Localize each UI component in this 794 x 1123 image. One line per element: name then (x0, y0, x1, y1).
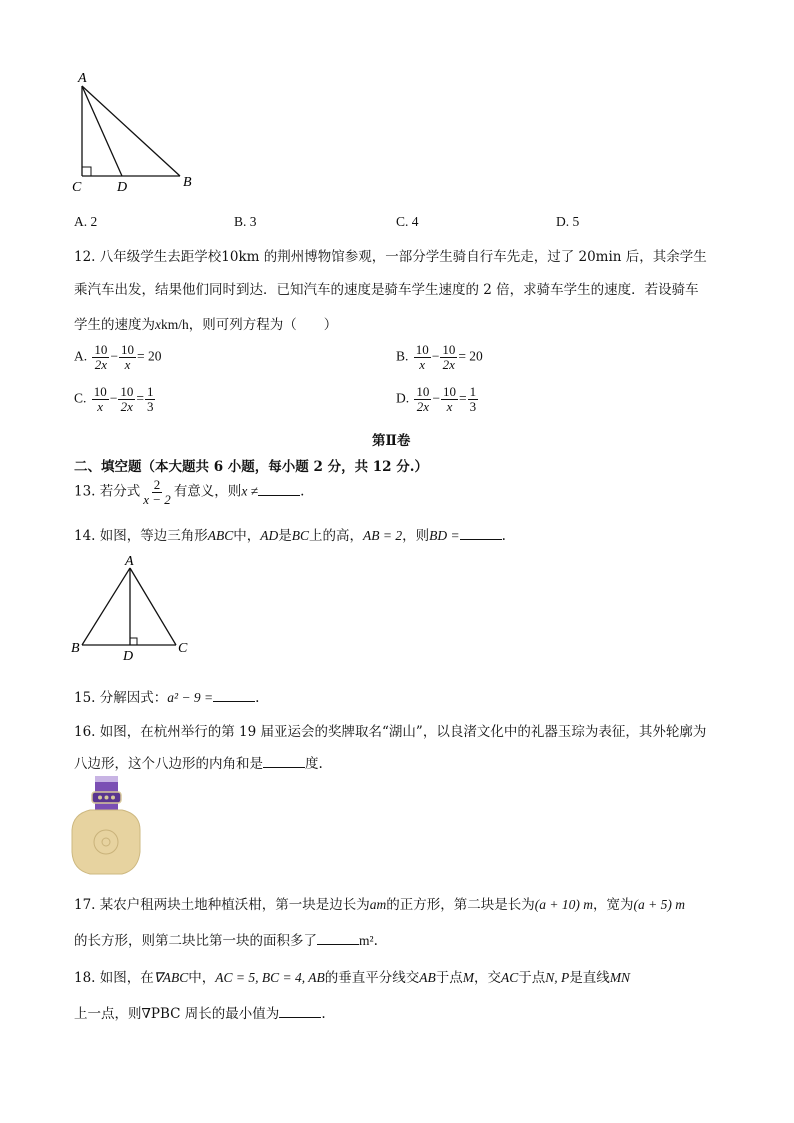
q18-line2: 上一点，则∇PBC 周长的最小值为 . (74, 1006, 326, 1022)
q14-label-a: A (125, 554, 134, 569)
volume-title: 第Ⅱ卷 (372, 433, 411, 449)
q11-option-a: A. 2 (74, 214, 98, 229)
q18-answer-blank[interactable] (279, 1005, 321, 1018)
q14-label-d: D (123, 649, 134, 664)
q15: 15. 分解因式：a² − 9 = . (74, 690, 260, 706)
q16-line1: 16. 如图，在杭州举行的第 19 届亚运会的奖牌取名“湖山”，以良渚文化中的礼器玉琮为表征，其外轮廓为 (74, 724, 707, 740)
q14-triangle-figure (68, 552, 198, 664)
medal-image (70, 776, 142, 876)
q13-answer-blank[interactable] (258, 483, 300, 496)
q17-line2: 的长方形，则第二块比第一块的面积多了 m². (74, 933, 378, 949)
q16-line2: 八边形，这个八边形的内角和是 度. (74, 756, 323, 772)
q11-label-a: A (78, 71, 87, 86)
q12-option-d: D. $\frac{10}{2x}$ − $\frac{10}{x}$ = $\frac{1}{3}$ (396, 384, 477, 414)
section-heading: 二、填空题（本大题共 6 小题，每小题 2 分，共 12 分.） (74, 459, 428, 475)
q11-option-c: C. 4 (396, 214, 419, 229)
q15-answer-blank[interactable] (213, 689, 255, 702)
q11-label-d: D (117, 180, 128, 193)
q14-label-b: B (71, 641, 80, 656)
q14-answer-blank[interactable] (460, 527, 502, 540)
q17-answer-blank[interactable] (317, 932, 359, 945)
q16-answer-blank[interactable] (263, 755, 305, 768)
q12-line2: 乘汽车出发，结果他们同时到达．已知汽车的速度是骑车学生速度的 2 倍，求骑车学生的速度．若设骑车 (74, 282, 699, 298)
q11-label-b: B (183, 175, 192, 190)
q12-option-c: C. $\frac{10}{x}$ − $\frac{10}{2x}$ = $\frac{1}{3}$ (74, 384, 154, 414)
q18-line1: 18. 如图，在∇ABC中，AC = 5, BC = 4, AB的垂直平分线交AB于点M，交AC于点N, P是直线MN (74, 970, 631, 986)
q11-option-d: D. 5 (556, 214, 580, 229)
q12-line1: 12. 八年级学生去距学校10km 的荆州博物馆参观，一部分学生骑自行车先走，过了 20min 后，其余学生 (74, 249, 707, 265)
q12-option-a: A. $\frac{10}{2x}$ − $\frac{10}{x}$ = 20 (74, 342, 162, 372)
q14-label-c: C (178, 641, 188, 656)
q12-line3: 学生的速度为xkm/h，则可列方程为（ ） (74, 317, 338, 333)
q13: 13. 若分式 $\frac{2}{x - 2}$ 有意义，则x ≠ . (74, 477, 305, 507)
q11-label-c: C (72, 180, 82, 193)
q14: 14. 如图，等边三角形ABC中，AD是BC上的高，AB = 2，则BD = . (74, 528, 506, 544)
q11-option-b: B. 3 (234, 214, 257, 229)
q12-option-b: B. $\frac{10}{x}$ − $\frac{10}{2x}$ = 20 (396, 342, 483, 372)
q17-line1: 17. 某农户租两块土地种植沃柑，第一块是边长为am的正方形，第二块是长为(a + 10) m，宽为(a + 5) m (74, 897, 685, 913)
q11-triangle-figure (70, 68, 200, 193)
